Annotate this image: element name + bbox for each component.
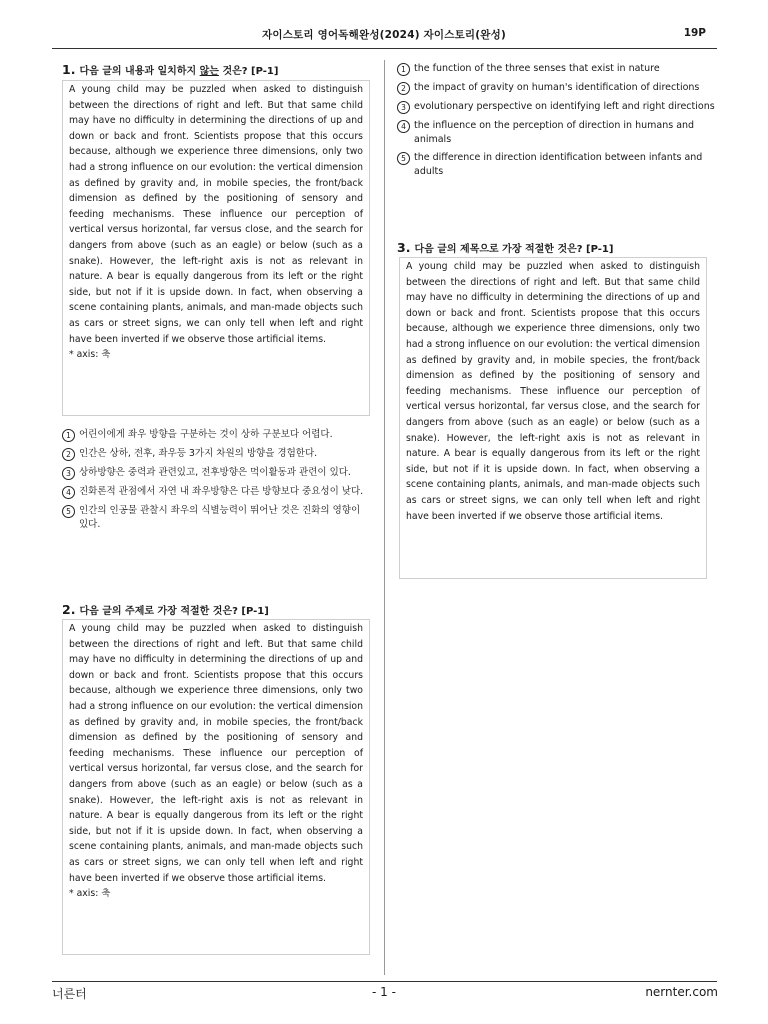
question-2-options [397, 62, 715, 183]
passage-text: A young child may be puzzled when asked to distinguish between the directions of right and left. But that same child may have no difficulty in determining the directions of up and down or back and front. Scientists propose that this occurs because, although we experience three dimensions, only two had a strong influence on our evolution: the vertical dimension as defined by gravity and, in mobile species, the front/back dimension as defined by the positioning of sensory and feeding mechanisms. These influence our perception of vertical versus horizontal, far versus close, and the search for dangers from above (such as an eagle) or below (such as a snake). However, the left-right axis is not as relevant in nature. A bear is equally dangerous from its left or the right side, but not if it is upside down. In fact, when observing a scene containing plants, animals, and man-made objects such as cars or street signs, we can only tell when left and right have been inverted if we observe those artificial items. [406, 261, 700, 522]
option-text: 인간은 상하, 전후, 좌우등 3가지 차원의 방향을 경험한다. [79, 448, 318, 459]
option-item[interactable] [62, 485, 368, 499]
option-number: 3 [397, 101, 410, 114]
footer-website-link[interactable]: nernter.com [645, 985, 718, 999]
option-text: the influence on the perception of direction in humans and animals [414, 120, 695, 145]
passage-text: A young child may be puzzled when asked to distinguish between the directions of right and left. But that same child may have no difficulty in determining the directions of up and down or back and front. Scientists propose that this occurs because, although we experience three dimensions, only two had a strong influence on our evolution: the vertical dimension as defined by gravity and, in mobile species, the front/back dimension as defined by the positioning of sensory and feeding mechanisms. These influence our perception of vertical versus horizontal, far versus close, and the search for dangers from above (such as an eagle) or below (such as a snake). However, the left-right axis is not as relevant in nature. A bear is equally dangerous from its left or the right side, but not if it is upside down. In fact, when observing a scene containing plants, animals, and man-made objects such as cars or street signs, we can only tell when left and right have been inverted if we observe those artificial items. [69, 623, 363, 884]
option-item[interactable] [62, 447, 368, 461]
option-item[interactable] [397, 100, 715, 114]
option-item[interactable] [397, 62, 715, 76]
page-number: 19P [683, 27, 706, 39]
option-item[interactable] [397, 119, 715, 146]
option-text: 진화론적 관점에서 자연 내 좌우방향은 다른 방향보다 중요성이 낮다. [79, 486, 364, 497]
question-2-text: 다음 글의 주제로 가장 적절한 것은? [P-1] [79, 606, 269, 617]
passage-note: * axis: 축 [69, 349, 111, 361]
question-3-title [397, 240, 613, 255]
option-number: 3 [62, 467, 75, 480]
option-number: 4 [62, 486, 75, 499]
option-text: 상하방향은 중력과 관련있고, 전후방향은 먹이활동과 관련이 있다. [79, 467, 351, 478]
option-number: 2 [62, 448, 75, 461]
question-2-passage [62, 619, 370, 955]
question-3-text: 다음 글의 제목으로 가장 적절한 것은? [P-1] [414, 244, 614, 255]
option-text: 인간의 인공물 관찰시 좌우의 식별능력이 뛰어난 것은 진화의 영향이 있다. [79, 505, 361, 530]
option-number: 1 [62, 429, 75, 442]
question-2-number: 2. [62, 602, 76, 617]
header-divider [52, 48, 717, 49]
footer-publisher: 너른터 [52, 987, 87, 1001]
footer-divider [52, 981, 717, 982]
question-1-prefix: 다음 글의 내용과 일치하지 [79, 66, 200, 77]
footer-page-number: - 1 - [372, 985, 396, 999]
option-number: 5 [62, 505, 75, 518]
question-1-options [62, 428, 368, 536]
option-text: the impact of gravity on human's identification of directions [414, 82, 700, 93]
option-text: the difference in direction identification between infants and adults [414, 152, 703, 177]
option-number: 4 [397, 120, 410, 133]
question-1-title [62, 62, 278, 77]
question-2-title [62, 602, 269, 617]
option-item[interactable] [62, 466, 368, 480]
passage-text: A young child may be puzzled when asked to distinguish between the directions of right and left. But that same child may have no difficulty in determining the directions of up and down or back and front. Scientists propose that this occurs because, although we experience three dimensions, only two had a strong influence on our evolution: the vertical dimension as defined by gravity and, in mobile species, the front/back dimension as defined by the positioning of sensory and feeding mechanisms. These influence our perception of vertical versus horizontal, far versus close, and the search for dangers from above (such as an eagle) or below (such as a snake). However, the left-right axis is not as relevant in nature. A bear is equally dangerous from its left or the right side, but not if it is upside down. In fact, when observing a scene containing plants, animals, and man-made objects such as cars or street signs, we can only tell when left and right have been inverted if we observe those artificial items. [69, 84, 363, 345]
question-1-number: 1. [62, 62, 76, 77]
option-item[interactable] [397, 81, 715, 95]
option-number: 5 [397, 152, 410, 165]
question-1-underline: 않는 [199, 66, 219, 77]
option-text: the function of the three senses that exist in nature [414, 63, 660, 74]
passage-note: * axis: 축 [69, 888, 111, 900]
option-text: 어린이에게 좌우 방향을 구분하는 것이 상하 구분보다 어렵다. [79, 429, 333, 440]
question-3-passage [399, 257, 707, 579]
column-divider [384, 60, 385, 975]
option-number: 2 [397, 82, 410, 95]
option-item[interactable] [62, 504, 368, 531]
question-1-suffix: 것은? [P-1] [218, 66, 279, 77]
question-3-number: 3. [397, 240, 411, 255]
option-item[interactable] [397, 151, 715, 178]
option-text: evolutionary perspective on identifying left and right directions [414, 101, 715, 112]
option-number: 1 [397, 63, 410, 76]
question-1-passage [62, 80, 370, 416]
option-item[interactable] [62, 428, 368, 442]
page-header-title: 자이스토리 영어독해완성(2024) 자이스토리(완성) [262, 29, 506, 41]
